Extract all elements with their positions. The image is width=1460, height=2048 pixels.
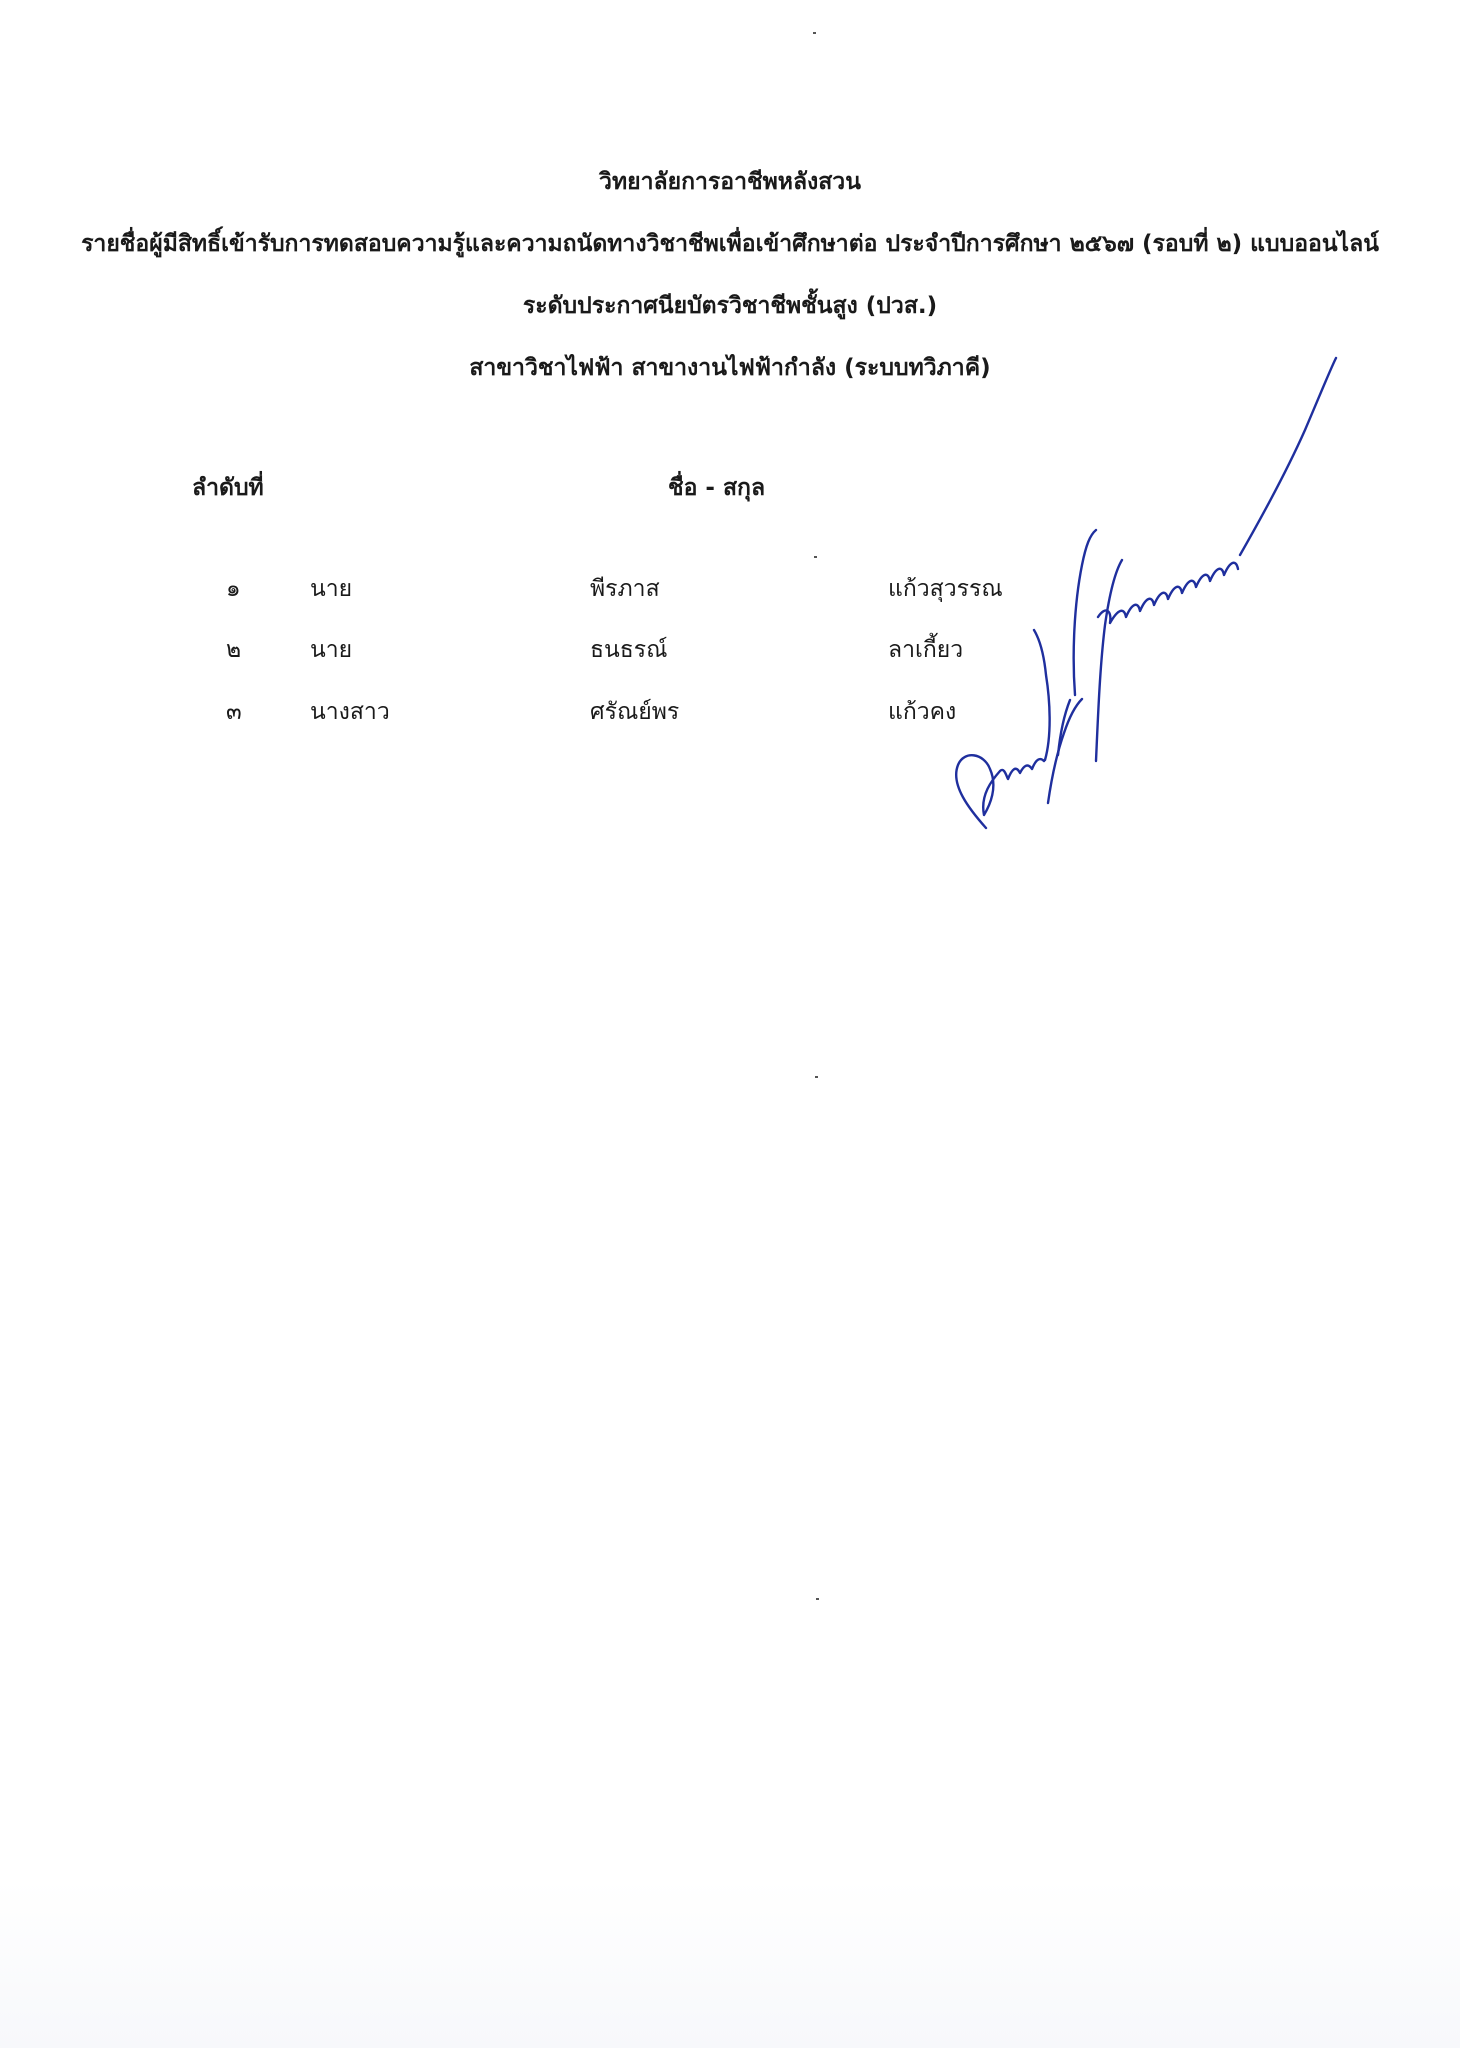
- education-level: ระดับประกาศนียบัตรวิชาชีพชั้นสูง (ปวส.): [522, 293, 938, 319]
- name-prefix: นาย: [310, 637, 353, 663]
- signature-stroke: [1034, 630, 1050, 760]
- column-header-order: ลำดับที่: [192, 475, 264, 501]
- first-name: ธนธรณ์: [590, 637, 668, 663]
- last-name: แก้วคง: [888, 699, 957, 725]
- signature-stroke: [1058, 700, 1070, 755]
- column-header-name: ชื่อ - สกุล: [668, 475, 766, 501]
- scan-speck: [813, 32, 816, 34]
- document-title: รายชื่อผู้มีสิทธิ์เข้ารับการทดสอบความรู้และความถนัดทางวิชาชีพเพื่อเข้าศึกษาต่อ ประจำปีการศึกษา ๒๕๖๗ (รอบที่ ๒) แบบออนไลน์: [81, 231, 1379, 257]
- signature-image: [940, 355, 1370, 835]
- last-name: ลาเกี้ยว: [888, 637, 964, 663]
- row-number: ๒: [226, 637, 242, 663]
- signature-stroke: [1096, 560, 1122, 761]
- last-name: แก้วสุวรรณ: [888, 576, 1003, 602]
- first-name: พีรภาส: [590, 576, 660, 602]
- name-prefix: นางสาว: [310, 699, 390, 725]
- signature-stroke: [1240, 358, 1336, 555]
- row-number: ๓: [226, 699, 242, 725]
- first-name: ศรัณย์พร: [590, 699, 680, 725]
- branch-name: สาขาวิชาไฟฟ้า สาขางานไฟฟ้ากำลัง (ระบบทวิภาคี): [469, 355, 991, 381]
- college-name: วิทยาลัยการอาชีพหลังสวน: [599, 169, 861, 195]
- scan-shading: [0, 1880, 1460, 2048]
- signature-stroke: [1074, 530, 1096, 695]
- name-prefix: นาย: [310, 576, 353, 602]
- scan-speck: [814, 556, 817, 558]
- signature-stroke: [1098, 563, 1238, 623]
- row-number: ๑: [226, 576, 241, 602]
- scan-speck: [816, 1598, 819, 1600]
- signature-stroke: [956, 755, 1044, 828]
- scan-speck: [815, 1076, 818, 1078]
